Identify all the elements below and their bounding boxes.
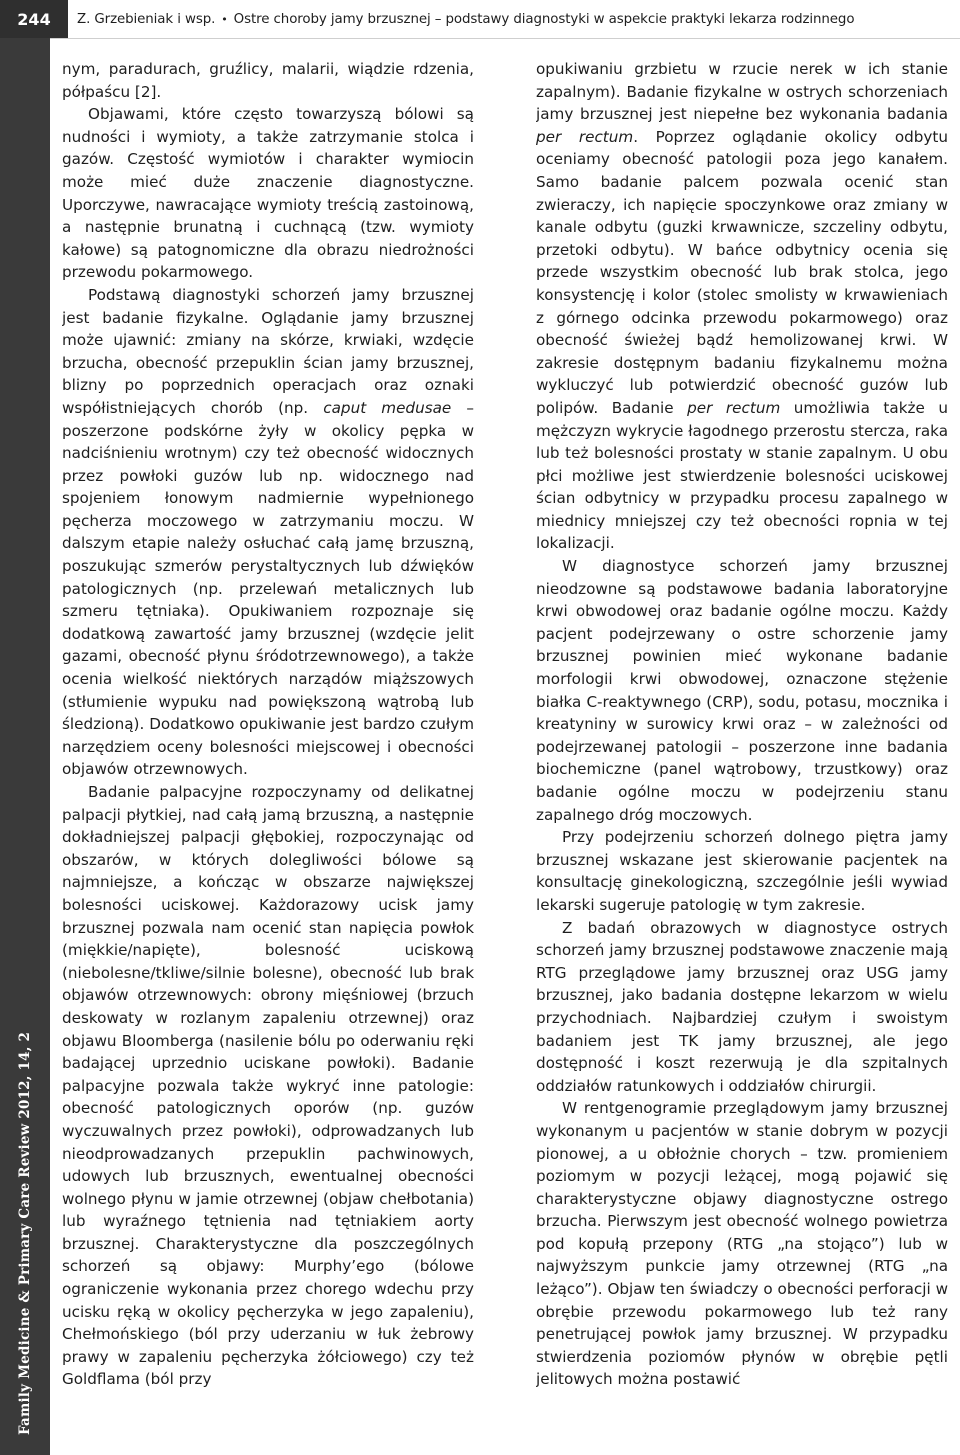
latin-term: caput medusae [323, 398, 452, 417]
running-head-authors: Z. Grzebieniak i wsp. [77, 11, 216, 27]
running-head [77, 0, 952, 38]
paragraph-text: umożliwia także u mężczyzn wykrycie łagodnego przerostu stercza, raka lub też bolesności prostaty w stanie zapalnym. U obu płci możliwe jest stwierdzenie bolesności uciskowej ścian odbytnicy w przypadku procesu zapalnego w miednicy mniejszej czy też obecności ropnia w tej lokalizacji. [536, 398, 948, 553]
paragraph-text: – poszerzone podskórne żyły w okolicy pępka w nadciśnieniu wrotnym) czy też obecność widocznych przez powłoki guzów lub np. widocznego nad spojeniem łonowym nadmiernie wypełnionego pęcherza moczowego w zatrzymaniu moczu. W dalszym etapie należy osłuchać całą jamę brzuszną, poszukując szmerów perystaltycznych lub dźwięków patologicznych (np. przelewań metalicznych lub szmeru tętniaka). Opukiwaniem rozpoznaje się dodatkową zawartość jamy brzusznej (wzdęcie jelit gazami, obecność płynu śródotrzewnowego), a także ocenia wielkość niektórych narządów miąższowych (stłumienie wypuku nad powiększoną wątrobą lub śledzioną). Dodatkowo opukiwanie jest bardzo czułym narzędziem oceny bolesności miejscowej i obecności objawów otrzewnowych. [62, 398, 474, 779]
paragraph: Objawami, które często towarzyszą bólowi są nudności i wymioty, a także zatrzymanie stolca i gazów. Częstość wymiotów i charakter wymiocin może mieć duże znaczenie diagnostyczne. Uporczywe, nawracające wymioty treścią zastoinową, a następnie brunatną i cuchnącą (tzw. wymioty kałowe) są patognomiczne dla obrazu niedrożności przewodu pokarmowego. [62, 105, 474, 282]
page-number: 244 [0, 0, 68, 38]
journal-sidebar [0, 38, 50, 1455]
paragraph-text: Podstawą diagnostyki schorzeń jamy brzusznej jest badanie fizykalne. Oglądanie jamy brzusznej może ujawnić: zmiany na skórze, krwiaki, wzdęcie brzucha, obecność przepuklin ścian jamy brzusznej, blizny po poprzednich operacjach oraz oznaki współistniejących chorób (np. [62, 285, 474, 417]
paragraph: Z badań obrazowych w diagnostyce ostrych schorzeń jamy brzusznej podstawowe znaczenie mają RTG przeglądowe jamy brzusznej oraz USG jamy brzusznej, jako badania dostępne lekarzom w wielu przychodniach. Najbardziej czułym i swoistym badaniem jest TK jamy brzusznej, ale jego dostępność i koszt rezerwują je dla szpitalnych oddziałów ratunkowych i oddziałów chirurgii. [536, 918, 948, 1095]
paragraph-text: opukiwaniu grzbietu w rzucie nerek w ich stanie zapalnym). Badanie fizykalne w ostrych schorzeniach jamy brzusznej jest niepełne bez wykonania badania [536, 60, 948, 124]
text-column-right [536, 58, 948, 1448]
paragraph: nym, paradurach, gruźlicy, malarii, wiądzie rdzenia, półpaścu [2]. [62, 60, 474, 101]
paragraph: Badanie palpacyjne rozpoczynamy od delikatnej palpacji płytkiej, nad całą jamą brzuszną, a następnie dokładniejszej palpacji głębokiej, rozpoczynając od obszarów, w których dolegliwości bólowe są najmniejsze, a kończąc w obszarze największej bolesności uciskowej. Każdorazowy ucisk jamy brzusznej pozwala nam ocenić stan napięcia powłok (miękkie/napięte), bolesność uciskową (niebolesne/tkliwe/silnie bolesne), obecność lub brak objawów otrzewnowych: obrony mięśniowej (brzuch deskowaty w rozlanym zapaleniu otrzewnej) oraz objawu Bloomberga (nasilenie bólu po oderwaniu ręki badającej uprzednio uciskane powłoki). Badanie palpacyjne pozwala także wykryć inne patologie: obecność patologicznych oporów (np. guzów wyczuwalnych przez powłoki), odprowadzanych lub nieodprowadzanych przepuklin pachwinowych, udowych lub brzusznych, ewentualnej obecności wolnego płynu w jamie otrzewnej (objaw chełbotania) lub wyraźnego tętnienia nad tętniakiem aorty brzusznej. Charakterystyczne dla poszczególnych schorzeń są objawy: Murphy’ego (bólowe ograniczenie wykonania przez chorego wdechu przy ucisku ręką w okolicy pęcherzyka w jego zapaleniu), Chełmońskiego (ból przy uderzaniu w łuk żebrowy prawy w zapaleniu pęcherzyka żółciowego) czy też Goldflama (ból przy [62, 783, 474, 1389]
bullet-icon: • [221, 12, 228, 26]
text-column-left [62, 58, 474, 1448]
latin-term: per rectum [687, 398, 781, 417]
page-header [0, 0, 960, 39]
paragraph: W rentgenogramie przeglądowym jamy brzusznej wykonanym u pacjentów w stanie dobrym w pozycji pionowej, a u obłożnie chorych – tzw. promieniem poziomym w pozycji leżącej, mogą pojawić się charakterystyczne objawy diagnostyczne ostrego brzucha. Pierwszym jest obecność wolnego powietrza pod kopułą przepony (RTG „na stojąco”) lub w najwyższym punkcie jamy otrzewnej (RTG „na leżąco”). Objaw ten świadczy o obecności perforacji w obrębie przewodu pokarmowego lub też rany penetrującej powłok jamy brzusznej. W przypadku stwierdzenia poziomów płynów w obrębie pętli jelitowych można postawić [536, 1099, 948, 1389]
paragraph: W diagnostyce schorzeń jamy brzusznej nieodzowne są podstawowe badania laboratoryjne krwi obwodowej oraz badanie ogólne moczu. Każdy pacjent podejrzewany o ostre schorzenie jamy brzusznej powinien mieć wykonane badanie morfologii krwi obwodowej, oznaczone stężenie białka C-reaktywnego (CRP), sodu, potasu, mocznika i kreatyniny w surowicy krwi oraz – w zależności od podejrzewanej patologii – poszerzone inne badania biochemiczne (panel wątrobowy, trzustkowy) oraz badanie ogólne moczu w podejrzeniu stanu zapalnego dróg moczowych. [536, 557, 948, 824]
paragraph-text: . Poprzez oglądanie okolicy odbytu oceniamy obecność patologii poza jego kanałem. Samo badanie palcem pozwala ocenić stan zwieraczy, ich napięcie spoczynkowe oraz zmiany w kanale odbytu (guzki krwawnicze, szczeliny odbytu, przetoki odbytu). W bańce odbytnicy ocenia się przede wszystkim obecność lub brak stolca, jego konsystencję i kolor (stolec smolisty w krwawieniach z górnego odcinka przewodu pokarmowego) oraz obecność świeżej bądź hemolizowanej krwi. W zakresie dostępnym badaniu fizykalnemu można wykluczyć lub potwierdzić obecność guzów lub polipów. Badanie [536, 127, 948, 417]
running-head-title: Ostre choroby jamy brzusznej – podstawy diagnostyki w aspekcie praktyki lekarza rodzinnego [233, 11, 855, 27]
paragraph: Przy podejrzeniu schorzeń dolnego piętra jamy brzusznej wskazane jest skierowanie pacjentek na konsultację ginekologiczną, szczególnie jeśli wywiad lekarski sugeruje patologię w tym zakresie. [536, 828, 948, 914]
journal-label: Family Medicine & Primary Care Review 2012, 14, 2 [17, 1031, 33, 1435]
paragraph [536, 58, 948, 555]
paragraph [62, 284, 474, 781]
latin-term: per rectum [536, 127, 634, 146]
